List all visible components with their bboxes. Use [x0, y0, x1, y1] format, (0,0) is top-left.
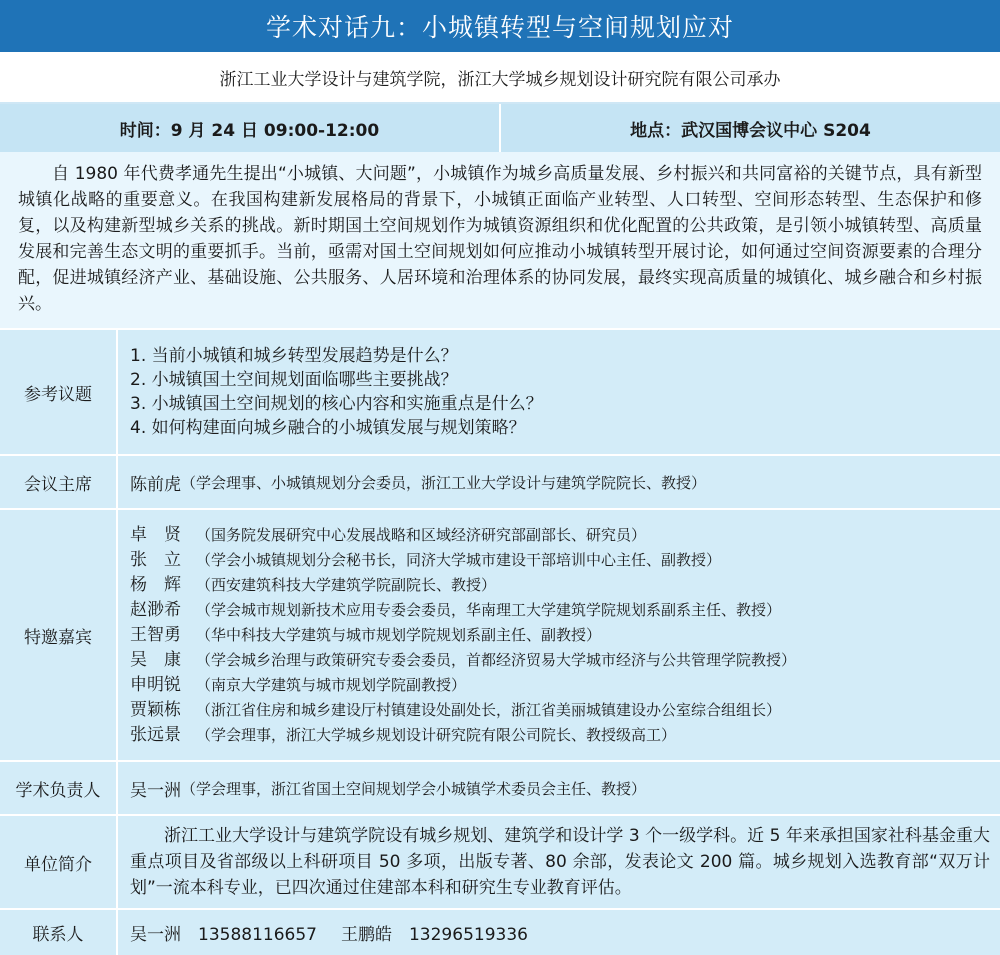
- guest-name: 王智勇: [130, 624, 181, 645]
- guest-name: 张 立: [130, 549, 181, 570]
- guest-item: [130, 623, 1000, 648]
- guest-item: [130, 673, 1000, 698]
- guest-item: [130, 548, 1000, 573]
- guest-desc: （浙江省住房和城乡建设厅村镇建设处副处长，浙江省美丽城镇建设办公室综合组组长）: [196, 700, 782, 719]
- guest-item: [130, 723, 1000, 748]
- guest-desc: （华中科技大学建筑与城市规划学院规划系副主任、副教授）: [196, 625, 602, 644]
- time-place-row: [0, 104, 1000, 152]
- guest-name: 张远景: [130, 724, 181, 745]
- lead-section: [0, 760, 1000, 814]
- guests-list: [118, 510, 1000, 760]
- contact-item: 吴一洲 13588116657: [130, 925, 317, 945]
- unit-label: 单位简介: [0, 816, 118, 908]
- organizer-line: 浙江工业大学设计与建筑学院，浙江大学城乡规划设计研究院有限公司承办: [0, 52, 1000, 104]
- page-title: 学术对话九：小城镇转型与空间规划应对: [0, 0, 1000, 52]
- topic-item: 3. 小城镇国土空间规划的核心内容和实施重点是什么？: [130, 394, 543, 414]
- lead-entry: [118, 762, 1000, 814]
- guest-desc: （南京大学建筑与城市规划学院副教授）: [196, 675, 467, 694]
- guest-item: [130, 573, 1000, 598]
- contact-section: [0, 908, 1000, 955]
- topics-list: [118, 330, 1000, 454]
- chair-name: 陈前虎: [130, 474, 181, 495]
- contact-label: 联系人: [0, 910, 118, 955]
- unit-text: [118, 816, 1000, 908]
- lead-label: 学术负责人: [0, 762, 118, 814]
- topic-item: 2. 小城镇国土空间规划面临哪些主要挑战？: [130, 370, 458, 390]
- guest-desc: （学会城乡治理与政策研究专委会委员，首都经济贸易大学城市经济与公共管理学院教授）: [196, 650, 797, 669]
- chair-section: [0, 454, 1000, 508]
- guests-section: [0, 508, 1000, 760]
- event-place: 地点：武汉国博会议中心 S204: [630, 120, 871, 141]
- lead-name: 吴一洲: [130, 780, 181, 801]
- contact-list: [118, 910, 1000, 955]
- guests-label: 特邀嘉宾: [0, 510, 118, 760]
- guest-desc: （学会小城镇规划分会秘书长，同济大学城市建设干部培训中心主任、副教授）: [196, 550, 722, 569]
- unit-paragraph: 浙江工业大学设计与建筑学院设有城乡规划、建筑学和设计学 3 个一级学科。近 5 年来承担国家社科基金重大重点项目及省部级以上科研项目 50 多项，出版专著、80 余部，发表论文 200 篇。城乡规划入选教育部“双万计划”一流本科专业，已四次通过住建部本科和研究生专业教育评估。: [130, 826, 990, 898]
- guest-item: [130, 523, 1000, 548]
- guest-name: 赵渺希: [130, 599, 181, 620]
- guest-item: [130, 648, 1000, 673]
- guest-desc: （西安建筑科技大学建筑学院副院长、教授）: [196, 575, 497, 594]
- guest-desc: （国务院发展研究中心发展战略和区域经济研究部副部长、研究员）: [196, 525, 647, 544]
- lead-desc: （学会理事，浙江省国土空间规划学会小城镇学术委员会主任、教授）: [181, 779, 647, 798]
- contact-item: 王鹏皓 13296519336: [340, 925, 528, 945]
- intro-paragraph: 自 1980 年代费孝通先生提出“小城镇、大问题”，小城镇作为城乡高质量发展、乡村振兴和共同富裕的关键节点，具有新型城镇化战略的重要意义。在我国构建新发展格局的背景下，小城镇正面临产业转型、人口转型、空间形态转型、生态保护和修复，以及构建新型城乡关系的挑战。新时期国土空间规划作为城镇资源组织和优化配置的公共政策，是引领小城镇转型、高质量发展和完善生态文明的重要抓手。当前，亟需对国土空间规划如何应推动小城镇转型开展讨论，如何通过空间资源要素的合理分配，促进城镇经济产业、基础设施、公共服务、人居环境和治理体系的协同发展，最终实现高质量的城镇化、城乡融合和乡村振兴。: [0, 152, 1000, 328]
- chair-desc: （学会理事、小城镇规划分会委员，浙江工业大学设计与建筑学院院长、教授）: [181, 473, 707, 492]
- guest-desc: （学会理事，浙江大学城乡规划设计研究院有限公司院长、教授级高工）: [196, 725, 677, 744]
- chair-label: 会议主席: [0, 456, 118, 508]
- topics-section: [0, 328, 1000, 454]
- unit-section: [0, 814, 1000, 908]
- guest-name: 贾颖栋: [130, 699, 181, 720]
- guest-item: [130, 698, 1000, 723]
- guest-name: 杨 辉: [130, 574, 181, 595]
- topics-label: 参考议题: [0, 330, 118, 454]
- guest-item: [130, 598, 1000, 623]
- guest-name: 申明锐: [130, 674, 181, 695]
- topic-item: 1. 当前小城镇和城乡转型发展趋势是什么？: [130, 346, 458, 366]
- topic-item: 4. 如何构建面向城乡融合的小城镇发展与规划策略？: [130, 418, 526, 438]
- guest-desc: （学会城市规划新技术应用专委会委员，华南理工大学建筑学院规划系副系主任、教授）: [196, 600, 782, 619]
- guest-name: 卓 贤: [130, 524, 181, 545]
- event-time: 时间：9 月 24 日 09:00-12:00: [0, 104, 501, 152]
- guest-name: 吴 康: [130, 649, 181, 670]
- chair-entry: [118, 456, 1000, 508]
